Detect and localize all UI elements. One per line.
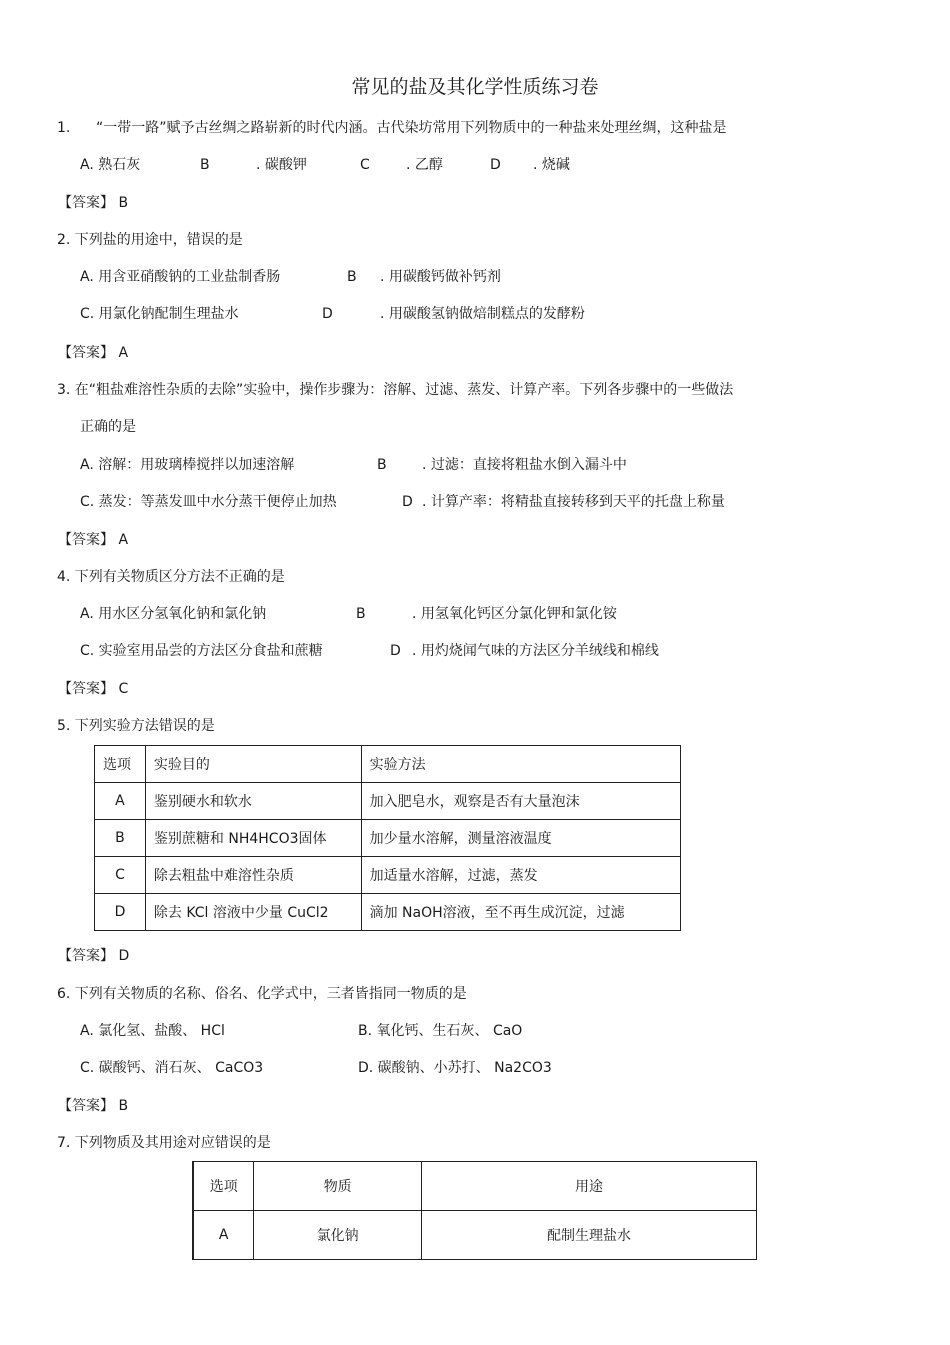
q4-option-a: A. 用水区分氢氧化钠和氯化钠 <box>80 606 267 622</box>
q3-option-d: . 计算产率：将精盐直接转移到天平的托盘上称量 <box>422 494 725 510</box>
q3-option-a: A. 溶解：用玻璃棒搅拌以加速溶解 <box>80 457 295 473</box>
table-cell: B <box>95 820 146 857</box>
table-header-cell: 实验方法 <box>361 746 680 783</box>
q3-answer: 【答案】 A <box>58 532 129 548</box>
q1-text: “一带一路”赋予古丝绸之路崭新的时代内涵。古代染坊常用下列物质中的一种盐来处理丝绸，这种盐是 <box>96 120 727 136</box>
table-row <box>95 783 681 820</box>
table-cell: D <box>95 894 146 931</box>
q1-option-b: . 碳酸钾 <box>256 157 307 173</box>
q1-option-c-letter: C <box>360 157 370 173</box>
q6-option-b: B. 氧化钙、生石灰、 CaO <box>358 1023 523 1039</box>
q6-text: 6. 下列有关物质的名称、俗名、化学式中，三者皆指同一物质的是 <box>57 986 467 1002</box>
q4-option-d: . 用灼烧闻气味的方法区分羊绒线和棉线 <box>412 643 659 659</box>
q3-option-c: C. 蒸发：等蒸发皿中水分蒸干便停止加热 <box>80 494 337 510</box>
q3-option-b-letter: B <box>377 457 387 473</box>
q6-option-a: A. 氯化氢、盐酸、 HCl <box>80 1023 225 1039</box>
q3-option-b: . 过滤：直接将粗盐水倒入漏斗中 <box>422 457 627 473</box>
table-row <box>95 820 681 857</box>
table-row <box>193 1211 757 1260</box>
table-cell: 滴加 NaOH溶液，至不再生成沉淀，过滤 <box>361 894 680 931</box>
q1-option-b-letter: B <box>200 157 210 173</box>
q3-text-continued: 正确的是 <box>80 419 136 435</box>
q7-text: 7. 下列物质及其用途对应错误的是 <box>57 1135 271 1151</box>
q2-text: 2. 下列盐的用途中，错误的是 <box>57 232 243 248</box>
q2-option-b-letter: B <box>347 269 357 285</box>
q2-option-d-letter: D <box>322 306 333 322</box>
table-cell: 配制生理盐水 <box>421 1211 756 1260</box>
q7-table <box>192 1161 757 1260</box>
table-header-cell: 用途 <box>421 1162 756 1211</box>
table-cell: 加适量水溶解，过滤，蒸发 <box>361 857 680 894</box>
q5-text: 5. 下列实验方法错误的是 <box>57 718 215 734</box>
q1-option-c: . 乙醇 <box>406 157 443 173</box>
q1-option-d: . 烧碱 <box>533 157 570 173</box>
table-cell: A <box>193 1211 254 1260</box>
q1-number: 1. <box>57 120 71 136</box>
q3-text: 3. 在“粗盐难溶性杂质的去除”实验中，操作步骤为：溶解、过滤、蒸发、计算产率。下列各步骤中的一些做法 <box>57 382 734 398</box>
table-header-cell: 物质 <box>254 1162 422 1211</box>
q3-option-d-letter: D <box>402 494 413 510</box>
q6-option-c: C. 碳酸钙、消石灰、 CaCO3 <box>80 1060 264 1076</box>
q4-option-b-letter: B <box>356 606 366 622</box>
table-cell: C <box>95 857 146 894</box>
table-cell: 鉴别蔗糖和 NH4HCO3固体 <box>145 820 361 857</box>
q2-option-b: . 用碳酸钙做补钙剂 <box>380 269 501 285</box>
q2-option-c: C. 用氯化钠配制生理盐水 <box>80 306 239 322</box>
table-row <box>95 894 681 931</box>
q4-option-d-letter: D <box>390 643 401 659</box>
table-cell: A <box>95 783 146 820</box>
q5-table <box>94 745 681 931</box>
table-header-cell: 选项 <box>95 746 146 783</box>
q4-option-b: . 用氢氧化钙区分氯化钾和氯化铵 <box>412 606 617 622</box>
q2-answer: 【答案】 A <box>58 345 129 361</box>
table-row <box>95 857 681 894</box>
q1-option-d-letter: D <box>490 157 501 173</box>
table-cell: 除去 KCl 溶液中少量 CuCl2 <box>145 894 361 931</box>
table-cell: 加少量水溶解，测量溶液温度 <box>361 820 680 857</box>
q2-option-a: A. 用含亚硝酸钠的工业盐制香肠 <box>80 269 281 285</box>
q4-text: 4. 下列有关物质区分方法不正确的是 <box>57 569 285 585</box>
q6-option-d: D. 碳酸钠、小苏打、 Na2CO3 <box>358 1060 552 1076</box>
q1-answer: 【答案】 B <box>58 195 129 211</box>
table-header-row <box>193 1162 757 1211</box>
q4-option-c: C. 实验室用品尝的方法区分食盐和蔗糖 <box>80 643 323 659</box>
table-cell: 加入肥皂水，观察是否有大量泡沫 <box>361 783 680 820</box>
q2-option-d: . 用碳酸氢钠做焙制糕点的发酵粉 <box>380 306 585 322</box>
q6-answer: 【答案】 B <box>58 1098 129 1114</box>
q5-answer: 【答案】 D <box>58 948 130 964</box>
table-cell: 鉴别硬水和软水 <box>145 783 361 820</box>
table-cell: 氯化钠 <box>254 1211 422 1260</box>
page-title: 常见的盐及其化学性质练习卷 <box>351 76 599 98</box>
q4-answer: 【答案】 C <box>58 681 129 697</box>
q1-option-a: A. 熟石灰 <box>80 157 141 173</box>
table-header-cell: 实验目的 <box>145 746 361 783</box>
table-header-row <box>95 746 681 783</box>
table-cell: 除去粗盐中难溶性杂质 <box>145 857 361 894</box>
table-header-cell: 选项 <box>193 1162 254 1211</box>
